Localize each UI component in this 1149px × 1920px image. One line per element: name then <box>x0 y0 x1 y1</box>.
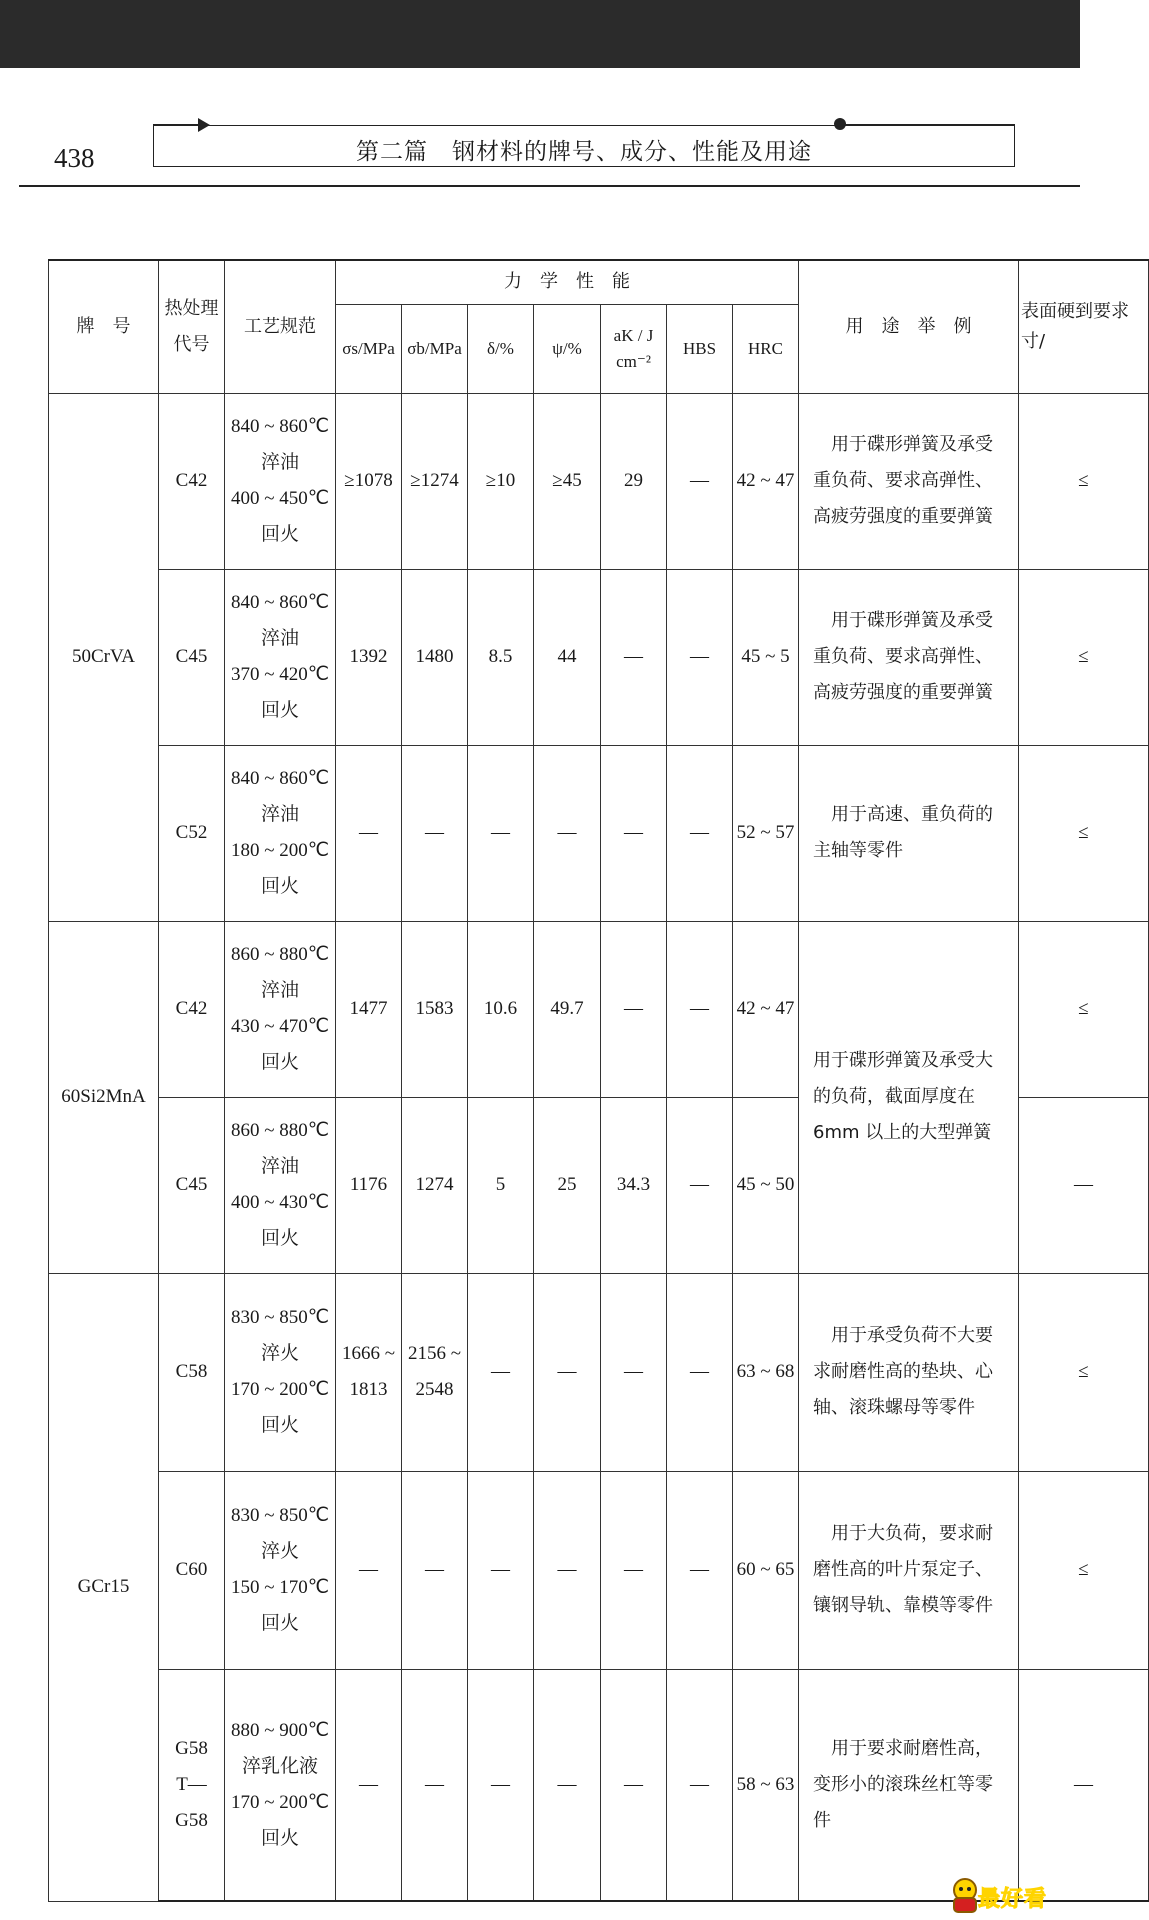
cell-usage: 用于要求耐磨性高，变形小的滚珠丝杠等零件 <box>799 1669 1019 1901</box>
cell-sigma-s: — <box>336 1669 402 1901</box>
cell-hrc: 42 ~ 47 <box>733 393 799 569</box>
header-line-right <box>845 124 1015 126</box>
cell-process: 840 ~ 860℃ 淬油 370 ~ 420℃ 回火 <box>225 569 336 745</box>
header-title: 第二篇 钢材料的牌号、成分、性能及用途 <box>356 139 812 165</box>
cell-hbs: — <box>667 393 733 569</box>
cell-hbs: — <box>667 921 733 1097</box>
cell-code: C52 <box>159 745 225 921</box>
header-hbs: HBS <box>667 304 733 393</box>
cell-sigma-b: — <box>402 1471 468 1669</box>
cell-code: C58 <box>159 1273 225 1471</box>
cell-sigma-s: 1477 <box>336 921 402 1097</box>
header-rule <box>19 185 1080 187</box>
cell-code: C60 <box>159 1471 225 1669</box>
cell-usage: 用于碟形弹簧及承受重负荷、要求高弹性、高疲劳强度的重要弹簧 <box>799 393 1019 569</box>
header-row-1 <box>49 260 1149 304</box>
cell-psi: — <box>534 1471 601 1669</box>
cell-hrc: 42 ~ 47 <box>733 921 799 1097</box>
cell-usage: 用于碟形弹簧及承受重负荷、要求高弹性、高疲劳强度的重要弹簧 <box>799 569 1019 745</box>
cell-hrc: 63 ~ 68 <box>733 1273 799 1471</box>
header-usage: 用 途 举 例 <box>799 260 1019 393</box>
cell-sigma-b: ≥1274 <box>402 393 468 569</box>
cell-process: 860 ~ 880℃ 淬油 430 ~ 470℃ 回火 <box>225 921 336 1097</box>
cell-psi: — <box>534 1273 601 1471</box>
table-row <box>49 1273 1149 1471</box>
cell-sigma-b: 1583 <box>402 921 468 1097</box>
table-row <box>49 393 1149 569</box>
header-process: 工艺规范 <box>225 260 336 393</box>
cell-ak: — <box>601 1273 667 1471</box>
cell-delta: 10.6 <box>468 921 534 1097</box>
cell-surface: ≤ <box>1019 1273 1149 1471</box>
cell-process: 840 ~ 860℃ 淬油 180 ~ 200℃ 回火 <box>225 745 336 921</box>
cell-surface: ≤ <box>1019 921 1149 1097</box>
cell-grade: GCr15 <box>49 1273 159 1901</box>
cell-surface: — <box>1019 1097 1149 1273</box>
header-surface: 表面硬到要求寸/ <box>1019 260 1149 393</box>
cell-sigma-s: ≥1078 <box>336 393 402 569</box>
cell-delta: — <box>468 1669 534 1901</box>
cell-hbs: — <box>667 1669 733 1901</box>
cell-code: C45 <box>159 1097 225 1273</box>
cell-hbs: — <box>667 1471 733 1669</box>
cell-ak: 29 <box>601 393 667 569</box>
cell-sigma-b: 2156 ~ 2548 <box>402 1273 468 1471</box>
cell-delta: 8.5 <box>468 569 534 745</box>
cell-sigma-b: 1274 <box>402 1097 468 1273</box>
cell-code: C42 <box>159 393 225 569</box>
cell-surface: ≤ <box>1019 393 1149 569</box>
header-delta: δ/% <box>468 304 534 393</box>
cell-psi: — <box>534 1669 601 1901</box>
cell-delta: — <box>468 1471 534 1669</box>
cell-ak: — <box>601 1669 667 1901</box>
cell-usage: 用于高速、重负荷的主轴等零件 <box>799 745 1019 921</box>
cell-sigma-s: 1666 ~ 1813 <box>336 1273 402 1471</box>
header-dot-icon <box>834 118 846 130</box>
cell-sigma-s: — <box>336 745 402 921</box>
cell-ak: 34.3 <box>601 1097 667 1273</box>
header-ak: aK / J cm⁻² <box>601 304 667 393</box>
cell-code: C42 <box>159 921 225 1097</box>
cell-ak: — <box>601 569 667 745</box>
cell-usage: 用于承受负荷不大要求耐磨性高的垫块、心轴、滚珠螺母等零件 <box>799 1273 1019 1471</box>
running-header <box>153 125 1015 167</box>
header-arrow-icon <box>198 118 210 132</box>
page-number: 438 <box>54 143 95 173</box>
cell-surface: ≤ <box>1019 569 1149 745</box>
cell-surface: — <box>1019 1669 1149 1901</box>
cell-usage: 用于碟形弹簧及承受大的负荷，截面厚度在 6mm 以上的大型弹簧 <box>799 921 1019 1273</box>
cell-ak: — <box>601 921 667 1097</box>
cell-surface: ≤ <box>1019 1471 1149 1669</box>
cell-grade: 60Si2MnA <box>49 921 159 1273</box>
cell-sigma-s: 1392 <box>336 569 402 745</box>
cell-ak: — <box>601 745 667 921</box>
cell-hrc: 45 ~ 5 <box>733 569 799 745</box>
table-row <box>49 745 1149 921</box>
cell-process: 830 ~ 850℃ 淬火 150 ~ 170℃ 回火 <box>225 1471 336 1669</box>
table-row <box>49 569 1149 745</box>
cell-delta: — <box>468 745 534 921</box>
header-hrc: HRC <box>733 304 799 393</box>
watermark-mascot-icon <box>948 1876 982 1914</box>
cell-sigma-b: 1480 <box>402 569 468 745</box>
table-row <box>49 1471 1149 1669</box>
top-bar <box>0 0 1080 68</box>
cell-psi: 49.7 <box>534 921 601 1097</box>
cell-hrc: 58 ~ 63 <box>733 1669 799 1901</box>
cell-hrc: 52 ~ 57 <box>733 745 799 921</box>
cell-hrc: 45 ~ 50 <box>733 1097 799 1273</box>
watermark-logo <box>948 1876 1074 1914</box>
table-row <box>49 921 1149 1097</box>
cell-ak: — <box>601 1471 667 1669</box>
cell-delta: 5 <box>468 1097 534 1273</box>
cell-sigma-s: — <box>336 1471 402 1669</box>
cell-sigma-b: — <box>402 745 468 921</box>
cell-hbs: — <box>667 569 733 745</box>
cell-process: 830 ~ 850℃ 淬火 170 ~ 200℃ 回火 <box>225 1273 336 1471</box>
cell-sigma-s: 1176 <box>336 1097 402 1273</box>
cell-process: 840 ~ 860℃ 淬油 400 ~ 450℃ 回火 <box>225 393 336 569</box>
header-grade: 牌 号 <box>49 260 159 393</box>
cell-psi: 25 <box>534 1097 601 1273</box>
watermark-text: 最好看 <box>978 1887 1048 1912</box>
cell-code: C45 <box>159 569 225 745</box>
header-arrow-line-left <box>153 124 199 126</box>
cell-hbs: — <box>667 1097 733 1273</box>
header-sigma-s: σs/MPa <box>336 304 402 393</box>
header-sigma-b: σb/MPa <box>402 304 468 393</box>
header-code: 热处理代号 <box>159 260 225 393</box>
cell-psi: ≥45 <box>534 393 601 569</box>
cell-hbs: — <box>667 1273 733 1471</box>
cell-hrc: 60 ~ 65 <box>733 1471 799 1669</box>
cell-code: G58 T— G58 <box>159 1669 225 1901</box>
cell-delta: ≥10 <box>468 393 534 569</box>
cell-hbs: — <box>667 745 733 921</box>
cell-psi: — <box>534 745 601 921</box>
steel-properties-table <box>48 259 1130 1906</box>
cell-usage: 用于大负荷，要求耐磨性高的叶片泵定子、镶钢导轨、靠模等零件 <box>799 1471 1019 1669</box>
cell-sigma-b: — <box>402 1669 468 1901</box>
cell-delta: — <box>468 1273 534 1471</box>
header-mechanical-properties: 力 学 性 能 <box>336 260 799 304</box>
cell-psi: 44 <box>534 569 601 745</box>
cell-process: 860 ~ 880℃ 淬油 400 ~ 430℃ 回火 <box>225 1097 336 1273</box>
table-row <box>49 1669 1149 1901</box>
header-psi: ψ/% <box>534 304 601 393</box>
cell-surface: ≤ <box>1019 745 1149 921</box>
cell-grade: 50CrVA <box>49 393 159 921</box>
cell-process: 880 ~ 900℃ 淬乳化液 170 ~ 200℃ 回火 <box>225 1669 336 1901</box>
